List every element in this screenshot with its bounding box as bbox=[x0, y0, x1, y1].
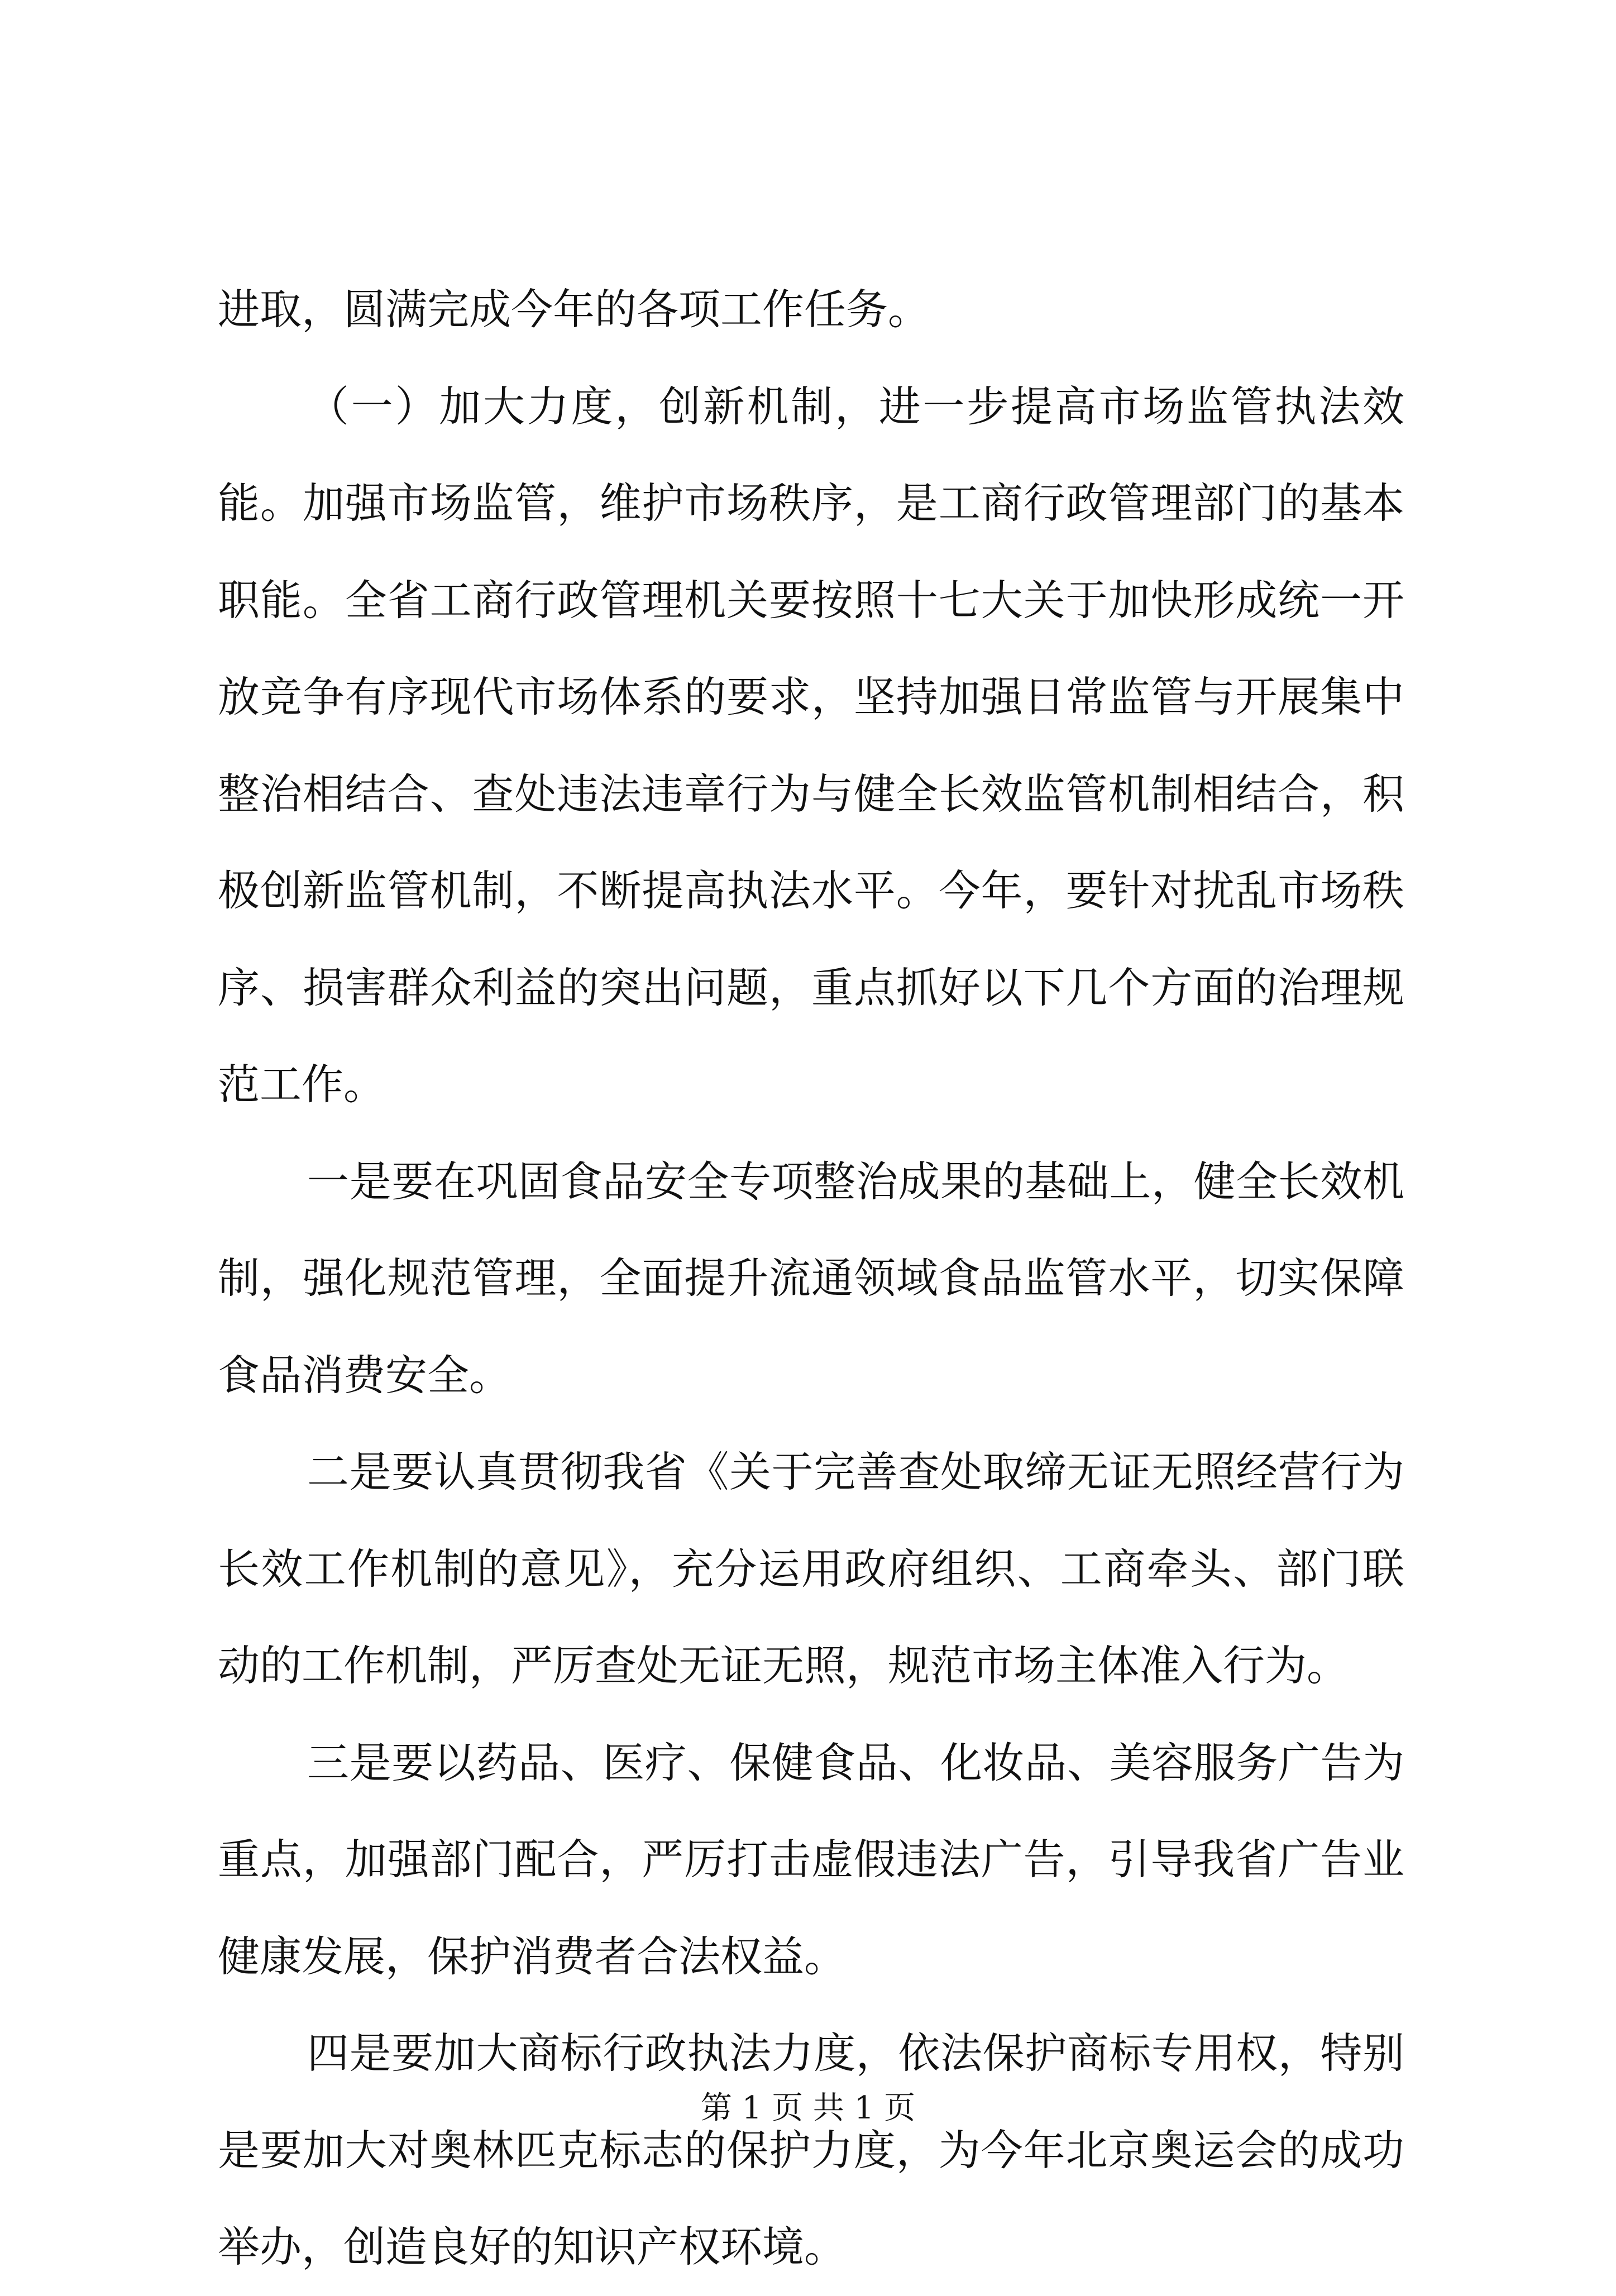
paragraph-continuation: 进取，圆满完成今年的各项工作任务。 bbox=[218, 285, 930, 334]
paragraph-item-1: 一是要在巩固食品安全专项整治成果的基础上，健全长效机制，强化规范管理，全面提升流通领域食品监管水平，切实保障食品消费安全。 bbox=[218, 1156, 1404, 1400]
paragraph-item-3: 三是要以药品、医疗、保健食品、化妆品、美容服务广告为重点，加强部门配合，严厉打击虚假违法广告，引导我省广告业健康发展，保护消费者合法权益。 bbox=[218, 1738, 1404, 1981]
paragraph-section-heading: （一）加大力度，创新机制，进一步提高市场监管执法效能。加强市场监管，维护市场秩序，是工商行政管理部门的基本职能。全省工商行政管理机关要按照十七大关于加快形成统一开放竞争有序现代市场体系的要求，坚持加强日常监管与开展集中整治相结合、查处违法违章行为与健全长效监管机制相结合，积极创新监管机制，不断提高执法水平。今年，要针对扰乱市场秩序、损害群众利益的突出问题，重点抓好以下几个方面的治理规范工作。 bbox=[218, 381, 1404, 1109]
document-body bbox=[218, 261, 1404, 2296]
paragraph-item-2: 二是要认真贯彻我省《关于完善查处取缔无证无照经营行为长效工作机制的意见》，充分运用政府组织、工商牵头、部门联动的工作机制，严厉查处无证无照，规范市场主体准入行为。 bbox=[218, 1447, 1404, 1690]
page-number-footer: 第 1 页 共 1 页 bbox=[700, 2090, 916, 2126]
paragraph-item-4: 四是要加大商标行政执法力度，依法保护商标专用权，特别是要加大对奥林匹克标志的保护力度，为今年北京奥运会的成功举办，创造良好的知识产权环境。 bbox=[218, 2029, 1404, 2271]
